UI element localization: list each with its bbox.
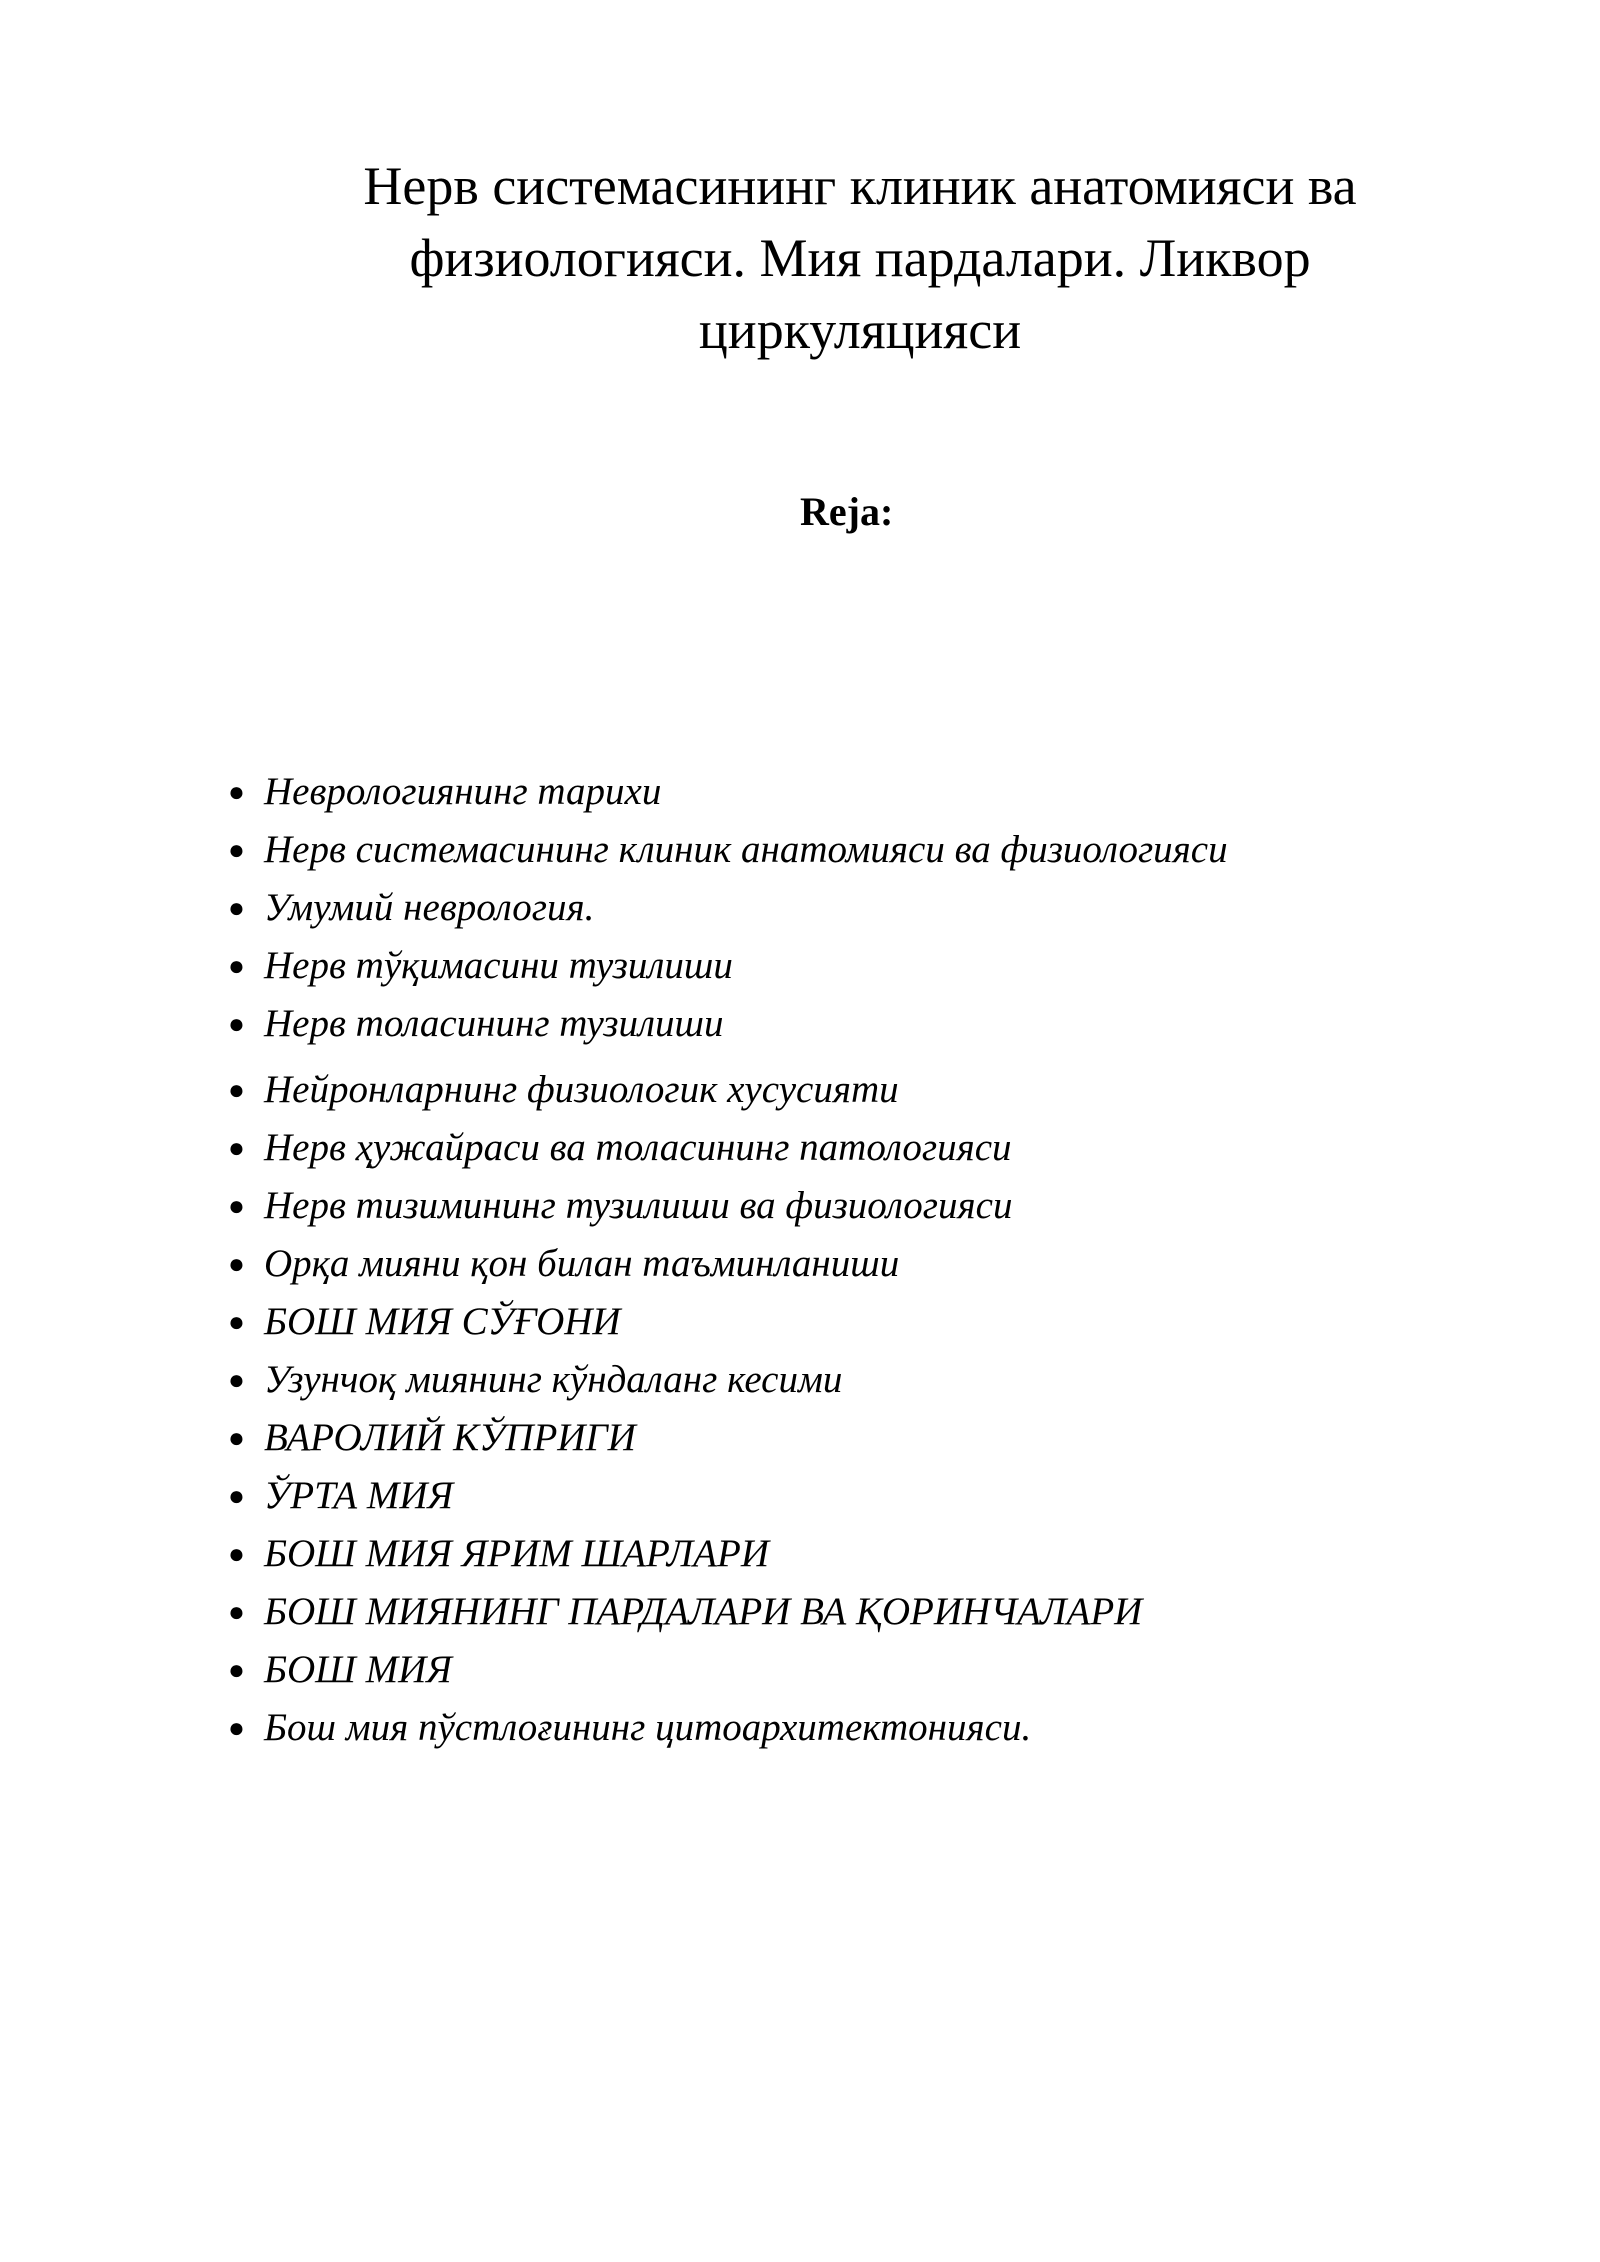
bullet-icon: ● [228,1365,245,1396]
plan-list-item [228,1646,452,1695]
bullet-icon: ● [228,1481,245,1512]
plan-list-item [228,1066,899,1115]
bullet-icon: ● [228,1539,245,1570]
bullet-icon: ● [228,835,245,866]
plan-item-text: Узунчоқ миянинг кўндаланг кесими [264,1358,843,1401]
title-line-1: Нерв системасининг клиник анатомияси ва [363,156,1357,216]
plan-list-item [228,1298,621,1347]
plan-item-text: Нерв толасининг тузилиши [264,1002,724,1045]
bullet-icon: ● [228,951,245,982]
bullet-icon: ● [228,1307,245,1338]
plan-item-text: БОШ МИЯ ЯРИМ ШАРЛАРИ [264,1532,769,1575]
bullet-icon: ● [228,777,245,808]
plan-list-item [228,1356,842,1405]
bullet-icon: ● [228,1655,245,1686]
plan-list-item [228,1530,769,1579]
bullet-icon: ● [228,1075,245,1106]
bullet-icon: ● [228,1713,245,1744]
plan-list-item [228,826,1228,875]
title-line-3: циркуляцияси [698,300,1022,360]
plan-item-text: ЎРТА МИЯ [264,1474,454,1517]
plan-item-text: БОШ МИЯ [264,1648,452,1691]
plan-item-text: БОШ МИЯНИНГ ПАРДАЛАРИ ВА ҚОРИНЧАЛАРИ [264,1590,1143,1633]
plan-list-item [228,1704,1031,1753]
plan-item-text: Нерв системасининг клиник анатомияси ва физиологияси [264,828,1228,871]
plan-list-item [228,1000,723,1049]
bullet-icon: ● [228,893,245,924]
plan-item-text: Неврологиянинг тарихи [264,770,662,813]
bullet-icon: ● [228,1191,245,1222]
plan-item-text: Нерв тўқимасини тузилиши [264,944,733,987]
plan-list-item [228,1588,1142,1637]
plan-list-item [228,942,733,991]
bullet-icon: ● [228,1423,245,1454]
plan-list-item [228,1472,453,1521]
plan-item-text: Орқа мияни қон билан таъминланиши [264,1242,900,1285]
bullet-icon: ● [228,1133,245,1164]
plan-item-text: Нейронларнинг физиологик хусусияти [264,1068,899,1111]
plan-item-text: ВАРОЛИЙ КЎПРИГИ [264,1416,636,1459]
page-title [290,150,1430,366]
plan-list-item [228,1182,1012,1231]
plan-list-item [228,1414,636,1463]
plan-item-text: Умумий неврология. [264,886,595,929]
plan-item-text: БОШ МИЯ СЎҒОНИ [264,1300,621,1343]
plan-list-item [228,768,661,817]
plan-list-item [228,1240,899,1289]
plan-list-item [228,1124,1012,1173]
bullet-icon: ● [228,1009,245,1040]
plan-item-text: Нерв ҳужайраси ва толасининг патологияси [264,1126,1012,1169]
plan-list-item [228,884,594,933]
bullet-icon: ● [228,1249,245,1280]
plan-item-text: Нерв тизимининг тузилиши ва физиологияси [264,1184,1013,1227]
plan-item-text: Бош мия пўстлоғининг цитоархитектонияси. [264,1706,1032,1749]
plan-heading: Reja: [800,489,894,534]
title-line-2: физиологияси. Мия пардалари. Ликвор [409,228,1311,288]
bullet-icon: ● [228,1597,245,1628]
